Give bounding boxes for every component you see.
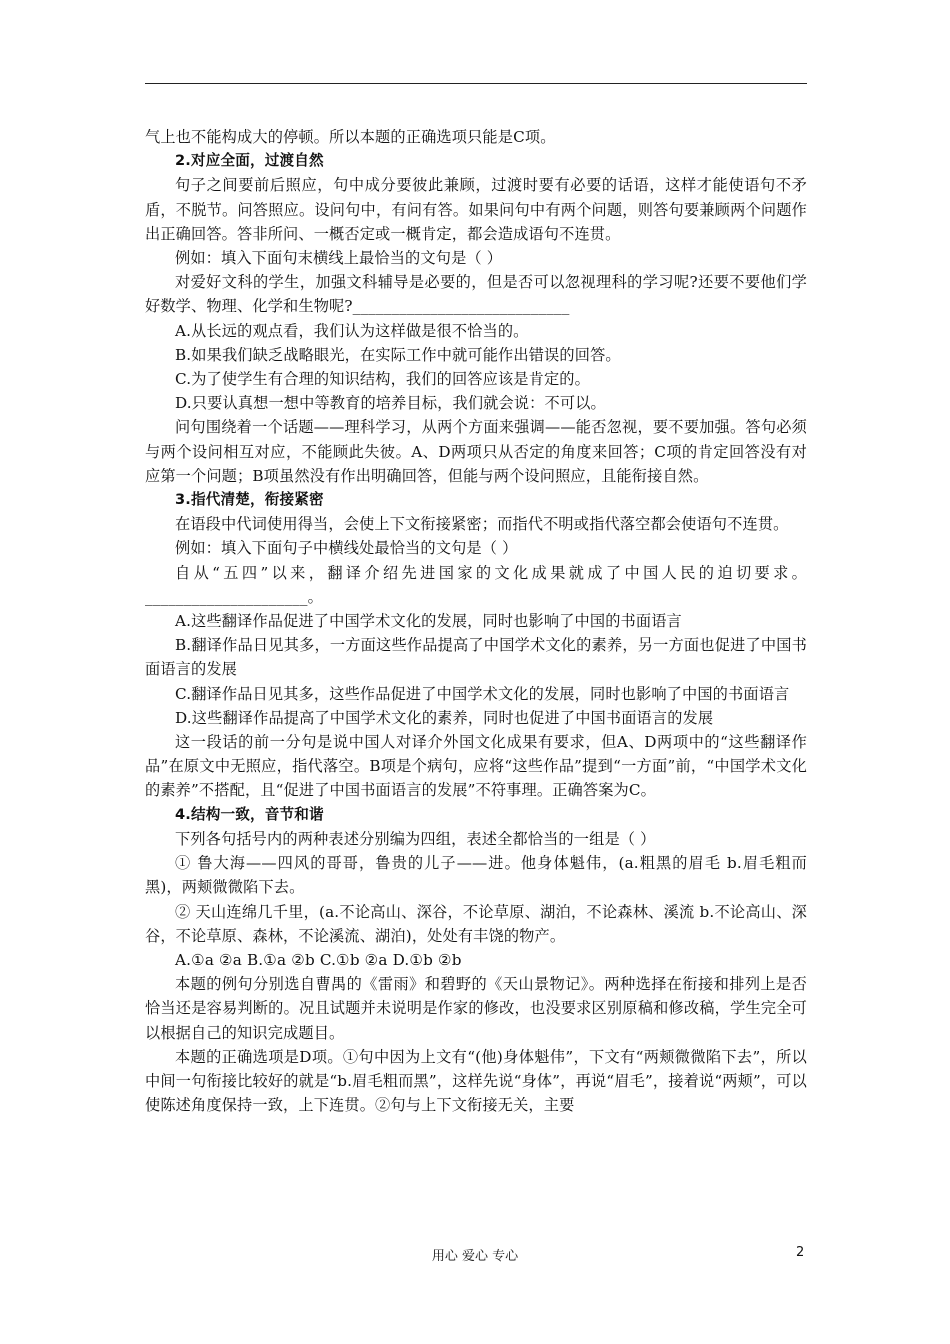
paragraph: 对爱好文科的学生，加强文科辅导是必要的，但是否可以忽视理科的学习呢?还要不要他们学好数学、物理、化学和生物呢?____________________________ bbox=[145, 273, 807, 316]
paragraph: A.这些翻译作品促进了中国学术文化的发展，同时也影响了中国的书面语言 bbox=[175, 612, 682, 631]
paragraph: D.只要认真想一想中等教育的培养目标，我们就会说：不可以。 bbox=[175, 394, 606, 413]
paragraph: C.为了使学生有合理的知识结构，我们的回答应该是肯定的。 bbox=[175, 370, 590, 389]
section-heading: 4.结构一致，音节和谐 bbox=[175, 805, 324, 823]
paragraph: B.如果我们缺乏战略眼光，在实际工作中就可能作出错误的回答。 bbox=[175, 345, 621, 364]
section-heading: 3.指代清楚，衔接紧密 bbox=[175, 491, 324, 509]
paragraph: 下列各句括号内的两种表述分别编为四组，表述全都恰当的一组是（ ） bbox=[175, 829, 656, 848]
paragraph: A.从长远的观点看，我们认为这样做是很不恰当的。 bbox=[175, 321, 529, 340]
paragraph: 问句围绕着一个话题——理科学习，从两个方面来强调——能否忽视，要不要加强。答句必须与两个设问相互对应，不能顾此失彼。A、D两项只从否定的角度来回答；C项的肯定回答没有对应第一个问题；B项虽然没有作出明确回答，但能与两个设问照应，且能衔接自然。 bbox=[145, 418, 807, 485]
header-rule bbox=[145, 83, 807, 84]
paragraph: ① 鲁大海——四风的哥哥，鲁贵的儿子——进。他身体魁伟，(a.粗黑的眉毛 b.眉毛粗而黑)，两颊微微陷下去。 bbox=[145, 854, 807, 897]
paragraph: 例如：填入下面句末横线上最恰当的文句是（ ） bbox=[175, 249, 503, 268]
paragraph: ② 天山连绵几千里，(a.不论高山、深谷，不论草原、湖泊，不论森林、溪流 b.不论高山、深谷，不论草原、森林，不论溪流、湖泊)，处处有丰饶的物产。 bbox=[145, 902, 807, 945]
paragraph: C.翻译作品日见其多，这些作品促进了中国学术文化的发展，同时也影响了中国的书面语言 bbox=[175, 684, 790, 703]
footer-slogan: 用心 爱心 专心 bbox=[431, 1249, 519, 1264]
paragraph: 这一段话的前一分句是说中国人对译介外国文化成果有要求，但A、D两项中的“这些翻译作品”在原文中无照应，指代落空。B项是个病句，应将“这些作品”提到“一方面”前，“中国学术文化的素养”不搭配，且“促进了中国书面语言的发展”不符事理。正确答案为C。 bbox=[145, 733, 807, 800]
paragraph: B.翻译作品日见其多，一方面这些作品提高了中国学术文化的素养，另一方面也促进了中国书面语言的发展 bbox=[145, 636, 807, 679]
paragraph: 在语段中代词使用得当，会使上下文衔接紧密；而指代不明或指代落空都会使语句不连贯。 bbox=[175, 515, 789, 534]
paragraph: 例如：填入下面句子中横线处最恰当的文句是（ ） bbox=[175, 539, 518, 558]
paragraph: A.①a ②a B.①a ②b C.①b ②a D.①b ②b bbox=[175, 950, 462, 969]
page-number: 2 bbox=[796, 1245, 805, 1260]
paragraph: 本题的例句分别选自曹禺的《雷雨》和碧野的《天山景物记》。两种选择在衔接和排列上是否恰当还是容易判断的。况且试题并未说明是作家的修改，也没要求区别原稿和修改稿，学生完全可以根据自己的知识完成题目。 bbox=[145, 975, 807, 1042]
document-body bbox=[145, 125, 807, 1117]
paragraph: 本题的正确选项是D项。①句中因为上文有“(他)身体魁伟”，下文有“两颊微微陷下去”，所以中间一句衔接比较好的就是“b.眉毛粗而黑”，这样先说“身体”，再说“眉毛”，接着说“两颊”，可以使陈述角度保持一致，上下连贯。②句与上下文衔接无关，主要 bbox=[145, 1047, 807, 1115]
paragraph: D.这些翻译作品提高了中国学术文化的素养，同时也促进了中国书面语言的发展 bbox=[175, 708, 714, 727]
paragraph: 自从“五四”以来，翻译介绍先进国家的文化成果就成了中国人民的迫切要求。_____________________。 bbox=[145, 563, 807, 606]
paragraph: 气上也不能构成大的停顿。所以本题的正确选项只能是C项。 bbox=[145, 128, 556, 146]
section-heading: 2.对应全面，过渡自然 bbox=[175, 152, 324, 170]
paragraph: 句子之间要前后照应，句中成分要彼此兼顾，过渡时要有必要的话语，这样才能使语句不矛盾，不脱节。问答照应。设问句中，有问有答。如果问句中有两个问题，则答句要兼顾两个问题作出正确回答。答非所问、一概否定或一概肯定，都会造成语句不连贯。 bbox=[145, 176, 807, 243]
